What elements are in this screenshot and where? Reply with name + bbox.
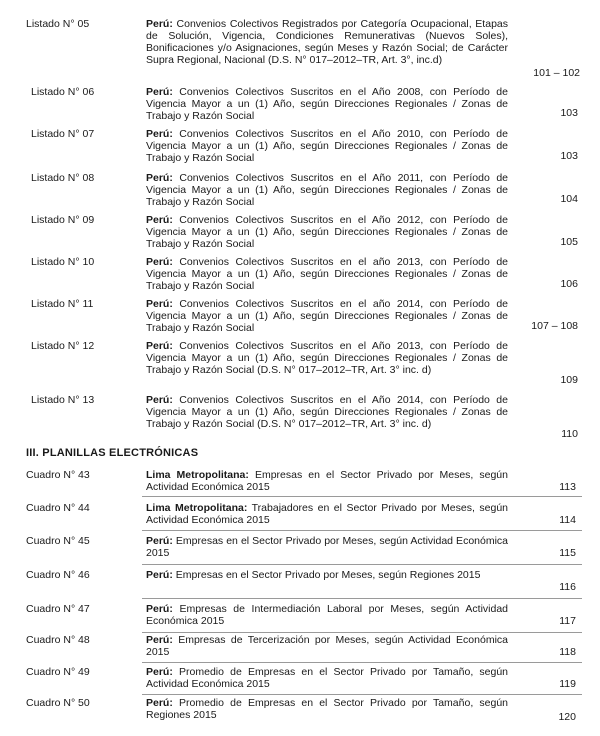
entry-text: Convenios Colectivos Suscritos en el Año 2014, con Período de Vigencia Mayor a un (1) Año, según Direcciones Regionales / Zonas de Trabajo y Razón Social (D.S. N° 017–2012–TR, Art. 3° inc. d) [146,394,508,430]
entry-region: Perú: [146,298,173,310]
divider [142,530,582,531]
entry-text: Empresas en el Sector Privado por Meses, según Actividad Económica 2015 [146,535,509,559]
entry-page: 118 [559,646,576,658]
entry-page: 109 [560,374,578,386]
entry-region: Perú: [146,666,173,678]
section-title: III. PLANILLAS ELECTRÓNICAS [26,447,199,459]
entry-description [146,128,508,164]
entry-description [146,214,508,250]
entry-description [146,86,508,122]
entry-text: Convenios Colectivos Suscritos en el Año 2011, con Período de Vigencia Mayor a un (1) Año, según Direcciones Regionales / Zonas de Trabajo y Razón Social [146,172,508,208]
entry-label: Listado N° 05 [26,18,90,30]
entry-region: Perú: [146,86,173,98]
divider [142,598,582,599]
entry-description [146,18,508,66]
entry-region: Perú: [146,634,173,646]
entry-text: Convenios Colectivos Suscritos en el Año 2010, con Período de Vigencia Mayor a un (1) Año, según Direcciones Regionales / Zonas de Trabajo y Razón Social [146,128,508,164]
entry-page: 110 [561,428,578,440]
entry-description [146,256,508,292]
entry-description [146,298,508,334]
entry-description [146,569,508,581]
entry-region: Perú: [146,256,173,268]
entry-text: Convenios Colectivos Suscritos en el Año 2013, con Período de Vigencia Mayor a un (1) Año, según Direcciones Regionales / Zonas de Trabajo y Razón Social (D.S. N° 017–2012–TR, Art. 3° inc. d) [146,340,508,376]
entry-description [146,394,508,430]
entry-region: Perú: [146,535,173,547]
divider [142,632,582,633]
entry-label: Listado N° 11 [31,298,94,310]
entry-label: Listado N° 06 [31,86,95,98]
entry-page: 103 [560,107,578,119]
entry-label: Listado N° 08 [31,172,95,184]
entry-region: Perú: [146,172,173,184]
entry-label: Cuadro N° 49 [26,666,90,678]
entry-region: Perú: [146,214,173,226]
entry-region: Lima Metropolitana: [146,502,248,514]
entry-page: 101 – 102 [533,67,580,79]
entry-page: 103 [560,150,578,162]
entry-text: Promedio de Empresas en el Sector Privado por Tamaño, según Regiones 2015 [146,697,508,721]
entry-region: Perú: [146,569,173,581]
entry-label: Listado N° 07 [31,128,95,140]
entry-text: Convenios Colectivos Suscritos en el año 2013, con Período de Vigencia Mayor a un (1) Año, según Direcciones Regionales / Zonas de Trabajo y Razón Social [146,256,509,292]
divider [142,662,582,663]
entry-label: Cuadro N° 50 [26,697,90,709]
entry-label: Cuadro N° 48 [26,634,90,646]
entry-description [146,603,508,627]
entry-description [146,340,508,376]
entry-text: Empresas de Tercerización por Meses, según Actividad Económica 2015 [146,634,508,658]
entry-page: 114 [559,514,576,526]
entry-description [146,469,508,493]
entry-page: 105 [560,236,578,248]
entry-region: Lima Metropolitana: [146,469,249,481]
entry-label: Cuadro N° 43 [26,469,90,481]
entry-label: Cuadro N° 45 [26,535,90,547]
entry-page: 106 [560,278,578,290]
entry-region: Perú: [146,603,173,615]
divider [142,564,582,565]
entry-description [146,666,508,690]
divider [142,694,582,695]
entry-description [146,697,508,721]
entry-description [146,502,508,526]
entry-page: 120 [558,711,576,723]
entry-region: Perú: [146,128,173,140]
entry-label: Listado N° 10 [31,256,95,268]
entry-label: Listado N° 12 [31,340,95,352]
entry-page: 117 [559,615,576,627]
entry-text: Promedio de Empresas en el Sector Privado por Tamaño, según Actividad Económica 2015 [146,666,508,690]
entry-text: Convenios Colectivos Suscritos en el año 2014, con Período de Vigencia Mayor a un (1) Año, según Direcciones Regionales / Zonas de Trabajo y Razón Social [146,298,509,334]
entry-text: Convenios Colectivos Suscritos en el Año 2012, con Período de Vigencia Mayor a un (1) Año, según Direcciones Regionales / Zonas de Trabajo y Razón Social [146,214,508,250]
entry-description [146,535,508,559]
entry-page: 119 [559,678,576,690]
entry-text: Empresas de Intermediación Laboral por Meses, según Actividad Económica 2015 [146,603,509,627]
entry-text: Convenios Colectivos Registrados por Categoría Ocupacional, Etapas de Solución, Vigencia, Condiciones Remunerativas (Nuevos Soles), Bonificaciones y/o Asignaciones, según Meses y Razón Social; de Carácter Supra Regional, Nacional (D.S. N° 017–2012–TR, Art. 3°, inc.d) [146,18,508,66]
entry-description [146,634,508,658]
entry-region: Perú: [146,697,173,709]
entry-label: Listado N° 09 [31,214,95,226]
entry-text: Trabajadores en el Sector Privado por Meses, según Actividad Económica 2015 [146,502,509,526]
entry-page: 115 [559,547,576,559]
entry-text: Empresas en el Sector Privado por Meses, según Actividad Económica 2015 [146,469,508,493]
entry-page: 107 – 108 [531,320,578,332]
entry-text: Convenios Colectivos Suscritos en el Año 2008, con Período de Vigencia Mayor a un (1) Año, según Direcciones Regionales / Zonas de Trabajo y Razón Social [146,86,508,122]
entry-label: Cuadro N° 44 [26,502,90,514]
entry-region: Perú: [146,340,173,352]
entry-region: Perú: [146,18,173,30]
entry-page: 116 [559,581,576,593]
entry-label: Cuadro N° 47 [26,603,90,615]
entry-label: Listado N° 13 [31,394,95,406]
entry-page: 104 [560,193,578,205]
entry-description [146,172,508,208]
entry-region: Perú: [146,394,173,406]
entry-text: Empresas en el Sector Privado por Meses, según Regiones 2015 [175,569,481,581]
divider [142,496,582,497]
entry-label: Cuadro N° 46 [26,569,90,581]
entry-page: 113 [559,481,576,493]
